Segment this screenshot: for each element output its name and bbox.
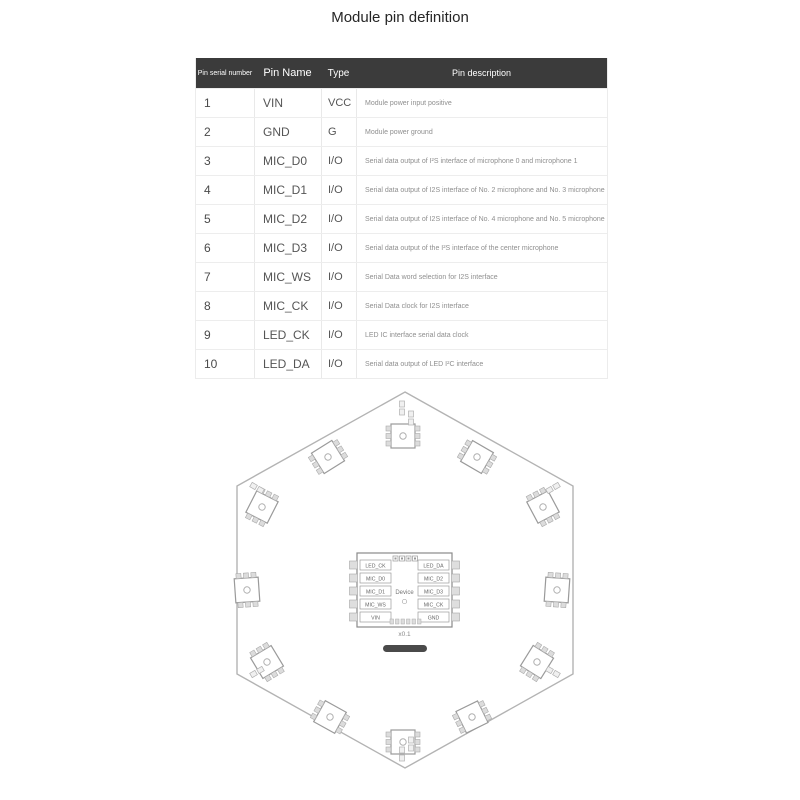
cell-description: Serial Data clock for I2S interface <box>356 292 607 320</box>
cell-type: I/O <box>321 176 356 204</box>
pin-definition-table <box>195 58 608 379</box>
table-row <box>196 233 607 262</box>
mic-footprint <box>234 572 260 608</box>
pin-label: MIC_D2 <box>423 576 444 583</box>
cell-description: Serial data output of LED I²C interface <box>356 350 607 378</box>
table-row <box>196 175 607 204</box>
table-row <box>196 291 607 320</box>
cell-pin-name: MIC_D3 <box>254 234 321 262</box>
cell-pin-name: MIC_D1 <box>254 176 321 204</box>
scale-bar <box>383 645 427 652</box>
cell-serial: 4 <box>204 183 211 197</box>
cell-serial: 5 <box>204 212 211 226</box>
pin-label: GND <box>427 615 440 622</box>
pin-label: MIC_D3 <box>423 589 444 596</box>
col-header-pin-name: Pin Name <box>263 67 312 79</box>
cell-serial: 2 <box>204 125 211 139</box>
cell-pin-name: VIN <box>254 89 321 117</box>
device-label: Device <box>395 590 414 596</box>
cell-pin-name: MIC_WS <box>254 263 321 291</box>
cell-serial: 7 <box>204 270 211 284</box>
table-row <box>196 146 607 175</box>
cell-description: Serial data output of I2S interface of No. 2 microphone and No. 3 microphone <box>356 176 607 204</box>
cell-description: Module power input positive <box>356 89 607 117</box>
cell-description: Serial data output of the I²S interface of the center microphone <box>356 234 607 262</box>
table-row <box>196 117 607 146</box>
col-header-description: Pin description <box>451 68 512 78</box>
table-row <box>196 320 607 349</box>
pin-label: LED_DA <box>423 563 444 570</box>
cell-type: I/O <box>321 321 356 349</box>
cell-pin-name: GND <box>254 118 321 146</box>
cell-type: VCC <box>321 89 356 117</box>
pin-label: LED_CK <box>365 563 386 570</box>
table-row <box>196 204 607 233</box>
cell-serial: 3 <box>204 154 211 168</box>
pin-label: MIC_D1 <box>365 589 386 596</box>
mic-footprint <box>544 572 570 608</box>
table-row <box>196 349 607 378</box>
table-header-row <box>196 58 607 88</box>
cell-type: I/O <box>321 350 356 378</box>
cell-description: Serial Data word selection for I2S interface <box>356 263 607 291</box>
cell-type: I/O <box>321 292 356 320</box>
col-header-serial: Pin serial number <box>197 69 253 77</box>
cell-type: I/O <box>321 205 356 233</box>
mic-footprint <box>386 424 420 448</box>
page-title: Module pin definition <box>331 9 469 26</box>
cell-serial: 6 <box>204 241 211 255</box>
cell-description: Serial data output of I2S interface of No. 4 microphone and No. 5 microphone <box>356 205 607 233</box>
cell-pin-name: MIC_CK <box>254 292 321 320</box>
cell-description: LED IC interface serial data clock <box>356 321 607 349</box>
cell-serial: 9 <box>204 328 211 342</box>
table-row <box>196 262 607 291</box>
cell-serial: 1 <box>204 96 211 110</box>
pin-label: MIC_D0 <box>365 576 386 583</box>
cell-description: Module power ground <box>356 118 607 146</box>
module-right-pin-labels <box>418 560 449 622</box>
cell-type: I/O <box>321 234 356 262</box>
pcb-diagram <box>205 388 605 788</box>
cell-pin-name: MIC_D0 <box>254 147 321 175</box>
cell-serial: 10 <box>204 357 218 371</box>
cell-description: Serial data output of I²S interface of microphone 0 and microphone 1 <box>356 147 607 175</box>
col-header-type: Type <box>327 67 350 79</box>
cell-type: G <box>321 118 356 146</box>
cell-serial: 8 <box>204 299 211 313</box>
pin-label: VIN <box>371 615 380 622</box>
cell-pin-name: LED_CK <box>254 321 321 349</box>
pin-label: MIC_WS <box>365 602 386 609</box>
cell-pin-name: MIC_D2 <box>254 205 321 233</box>
module-footprint <box>350 553 460 627</box>
cell-pin-name: LED_DA <box>254 350 321 378</box>
scale-label: x0.1 <box>398 631 411 638</box>
cell-type: I/O <box>321 147 356 175</box>
cell-type: I/O <box>321 263 356 291</box>
module-left-pin-labels <box>360 560 391 622</box>
table-row <box>196 88 607 117</box>
pin-label: MIC_CK <box>423 602 444 609</box>
